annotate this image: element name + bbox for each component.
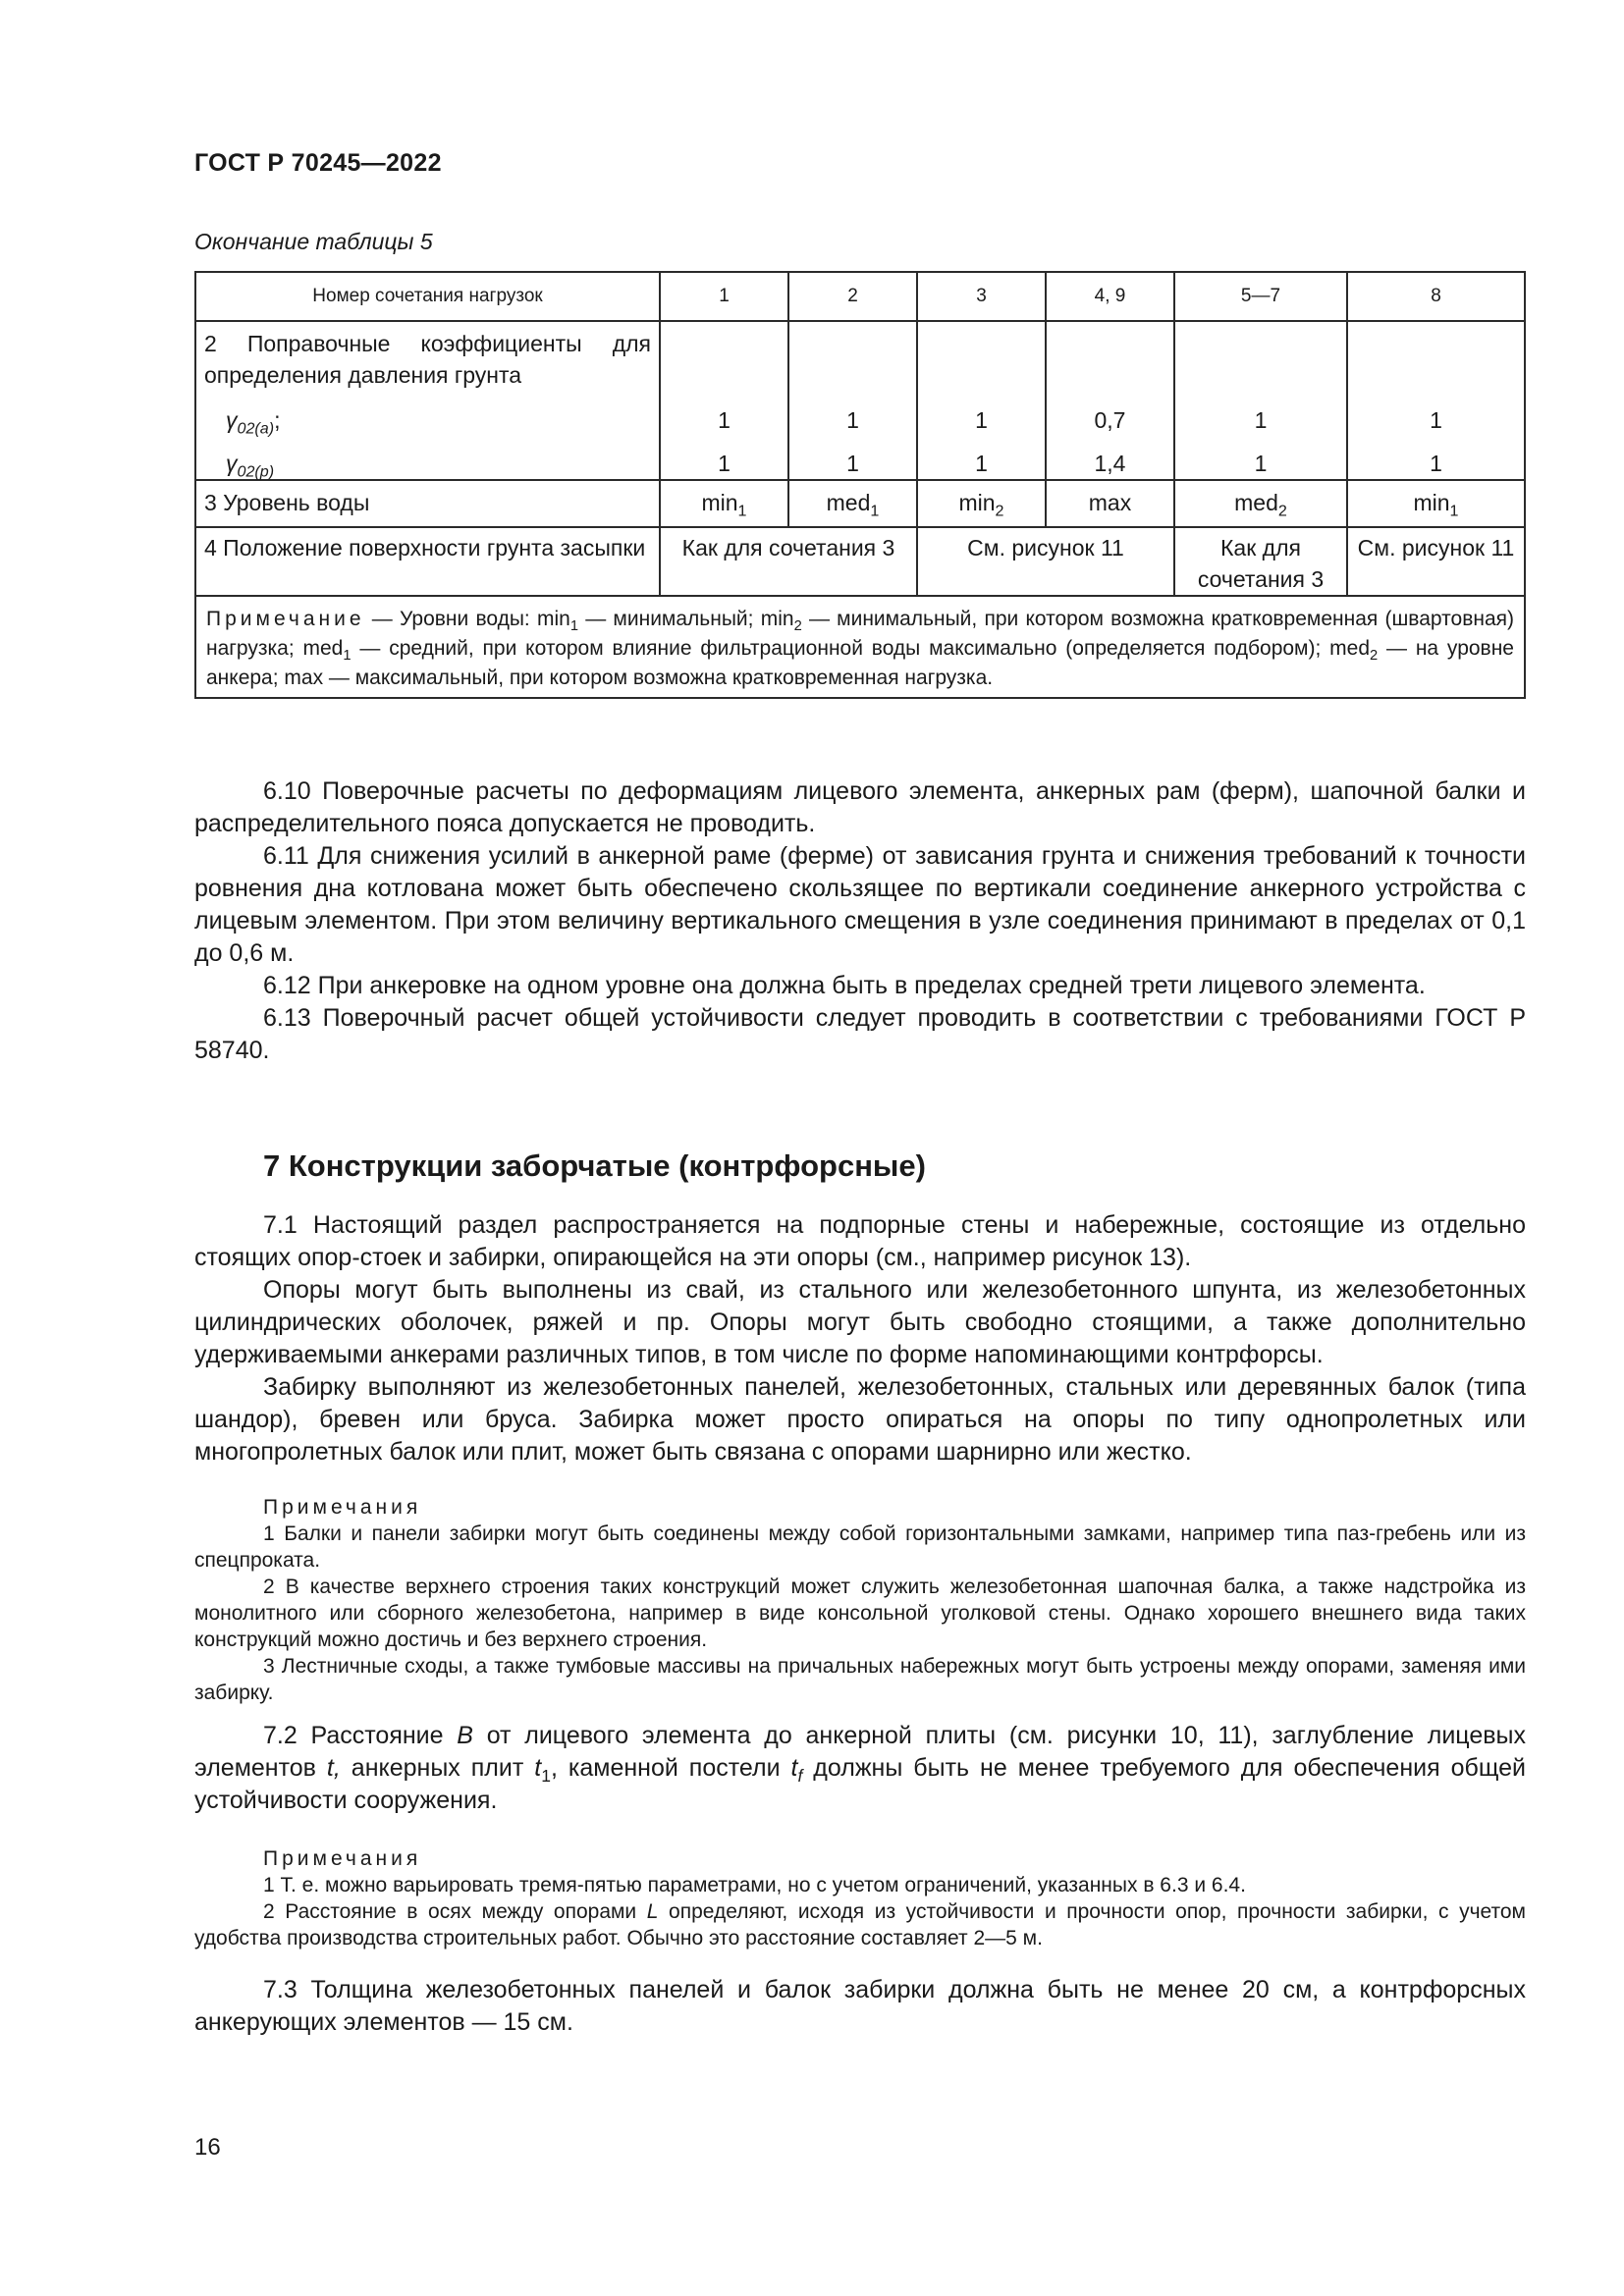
notes-heading: Примечания (263, 1847, 422, 1870)
section-6-paragraphs (194, 775, 1526, 1067)
table-cell: См. рисунок 11 (917, 527, 1174, 596)
table-row-water-level (195, 480, 1525, 527)
paragraph: 6.12 При анкеровке на одном уровне она должна быть в пределах средней трети лицевого элемента. (263, 972, 1426, 999)
table-header-cell: 5—7 (1174, 272, 1347, 321)
notes-block-1 (194, 1494, 1526, 1706)
note-item: 2 В качестве верхнего строения таких конструкций может служить железобетонная шапочная балка, а также надстройка из монолитного или сборного железобетона, например в виде консольной уголковой стены. Однако хорошего внешнего вида таких конструкций можно достичь и без верхнего строения. (194, 1575, 1526, 1651)
table-note-row (195, 596, 1525, 698)
gamma-p-label: $\gamma_{02(p)}$ (226, 451, 275, 481)
table-cell: См. рисунок 11 (1347, 527, 1525, 596)
table-cell: $\min_1$ (1347, 480, 1525, 527)
table-header-cell: 3 (917, 272, 1046, 321)
table-caption: Окончание таблицы 5 (194, 229, 433, 254)
paragraph: 6.11 Для снижения усилий в анкерной раме (ферме) от зависания грунта и снижения требований к точности ровнения дна котлована может быть обеспечено скользящее по вертикали соединение анкерного устройства с лицевым элементом. При этом величину вертикального смещения в узле соединения принимают в пределах от 0,1 до 0,6 м. (194, 842, 1526, 967)
table-header-cell: Номер сочетания нагрузок (195, 272, 660, 321)
table-header-cell: 8 (1347, 272, 1525, 321)
paragraph: 6.10 Поверочные расчеты по деформациям лицевого элемента, анкерных рам (ферм), шапочной балки и распределительного пояса допускается не проводить. (194, 777, 1526, 837)
table-cell: max (1046, 480, 1174, 527)
table-cell: 1 1 (917, 321, 1046, 480)
note-item: 1 Т. е. можно варьировать тремя-пятью параметрами, но с учетом ограничений, указанных в 6.3 и 6.4. (263, 1874, 1246, 1896)
row2-label: 2 Поправочные коэффициенты для определения давления грунта (204, 331, 651, 388)
table-row-surface-position (195, 527, 1525, 596)
table-cell: 1 1 (788, 321, 917, 480)
table-cell-label (195, 321, 660, 480)
note-item: 2 Расстояние в осях между опорами L определяют, исходя из устойчивости и прочности опор, прочности забирки, с учетом удобства производства строительных работ. Обычно это расстояние составляет 2—5 м. (194, 1900, 1526, 1949)
section-title: 7 Конструкции заборчатые (контрфорсные) (263, 1148, 926, 1183)
document-header: ГОСТ Р 70245—2022 (194, 149, 442, 177)
note-item: 3 Лестничные сходы, а также тумбовые массивы на причальных набережных могут быть устроены между опорами, заменяя ими забирку. (194, 1655, 1526, 1704)
paragraph: 6.13 Поверочный расчет общей устойчивости следует проводить в соответствии с требованиями ГОСТ Р 58740. (194, 1004, 1526, 1064)
table-header-cell: 2 (788, 272, 917, 321)
paragraph: Забирку выполняют из железобетонных панелей, железобетонных, стальных или деревянных балок (типа шандор), бревен или бруса. Забирка может просто опираться на опоры по типу однопролетных или многопролетных балок или плит, может быть связана с опорами шарнирно или жестко. (194, 1373, 1526, 1466)
table-cell: $\min_2$ (917, 480, 1046, 527)
table-row-coefficients (195, 321, 1525, 480)
table-cell-label: 4 Положение поверхности грунта засыпки (195, 527, 660, 596)
table-header-row (195, 272, 1525, 321)
paragraph: 7.1 Настоящий раздел распространяется на подпорные стены и набережные, состоящие из отдельно стоящих опор-стоек и забирки, опирающейся на эти опоры (см., например рисунок 13). (194, 1211, 1526, 1271)
table-5 (194, 271, 1526, 699)
paragraph-7-2: 7.2 Расстояние В от лицевого элемента до анкерной плиты (см. рисунки 10, 11), заглубление лицевых элементов t, анкерных плит $t_1$, каменной постели $t_f$ должны быть не менее требуемого для обеспечения общей устойчивости сооружения. (194, 1722, 1526, 1814)
paragraph: Опоры могут быть выполнены из свай, из стального или железобетонного шпунта, из железобетонных цилиндрических оболочек, ряжей и пр. Опоры могут быть свободно стоящими, а также дополнительно удерживаемыми анкерами различных типов, в том числе по форме напоминающими контрфорсы. (194, 1276, 1526, 1368)
notes-block-2 (194, 1845, 1526, 1951)
table-cell: 1 1 (660, 321, 788, 480)
table-header-cell: 4, 9 (1046, 272, 1174, 321)
table-note: Примечание — Уровни воды: $\min_1$ — минимальный; $\min_2$ — минимальный, при котором возможна кратковременная (швартовная) нагрузка; med$_1$ — средний, при котором влияние фильтрационной воды максимально (определяется подбором); med$_2$ — на уровне анкера; max — максимальный, при котором возможна кратковременная нагрузка. (195, 596, 1525, 698)
gamma-a-label: $\gamma_{02(a)}$; (226, 407, 281, 438)
page-number: 16 (194, 2134, 221, 2161)
table-cell: 1 1 (1347, 321, 1525, 480)
note-item: 1 Балки и панели забирки могут быть соединены между собой горизонтальными замками, например типа паз-гребень или из спецпроката. (194, 1522, 1526, 1572)
section-7-paragraphs (194, 1209, 1526, 1468)
table-cell: Как для сочетания 3 (660, 527, 917, 596)
table-cell: med$_1$ (788, 480, 917, 527)
table-cell: $\min_1$ (660, 480, 788, 527)
table-cell-label: 3 Уровень воды (195, 480, 660, 527)
table-header-cell: 1 (660, 272, 788, 321)
table-cell: 0,7 1,4 (1046, 321, 1174, 480)
paragraph-7-3: 7.3 Толщина железобетонных панелей и балок забирки должна быть не менее 20 см, а контрфорсных анкерующих элементов — 15 см. (194, 1976, 1526, 2036)
table-cell: 1 1 (1174, 321, 1347, 480)
table-cell: Как для сочетания 3 (1174, 527, 1347, 596)
notes-heading: Примечания (263, 1496, 422, 1519)
table-cell: med$_2$ (1174, 480, 1347, 527)
